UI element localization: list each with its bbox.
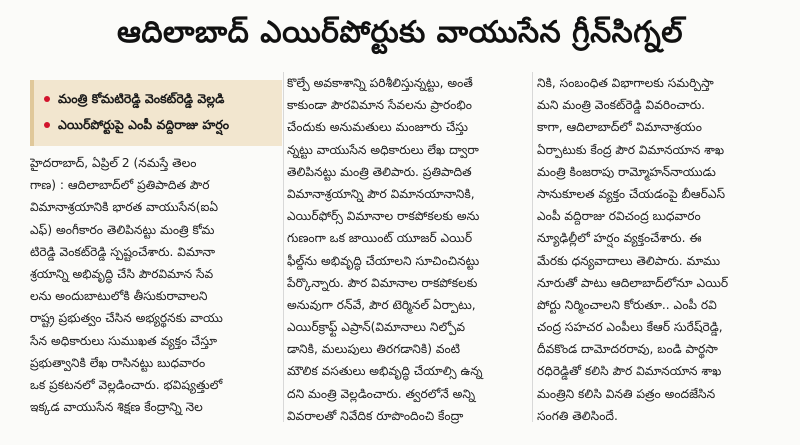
text-line: లను అందుబాటులోకి తీసుకురావాలని [30,289,208,304]
article-column-2 [287,72,527,440]
column-divider [283,72,284,422]
text-line: సంగతి తెలిసిందే. [537,408,618,423]
text-line: విమానాశ్రయానికి భారత వాయుసేన(ఐఏ [30,200,219,215]
text-line: కొల్పే అవకాశాన్ని పరిశీలిస్తున్నట్టు, అంతే [287,76,473,90]
text-line: మౌలిక వసతులు అభివృద్ధి చేయాల్సి ఉన్న [287,364,483,379]
text-line: మేరకు ధన్యవాదాలు తెలిపారు. మాము [537,253,721,268]
text-line: వివరాలతో నివేదిక రూపొందించి కేంద్రా [287,408,464,423]
bullet-icon [44,96,50,102]
article-column-3 [537,72,782,440]
text-line: రాష్ట్ర ప్రభుత్వం చేసిన అభ్యర్థనకు వాయు [30,311,223,326]
text-line: పోర్టు నిర్మించాలని కోరుతూ.. ఎంపీ రవి [537,297,717,312]
text-line: విమానాశ్రయాన్ని పౌర విమానయానానికి, [287,186,475,201]
text-line: ఒక ప్రకటనలో వెల్లడించారు. భవిష్యత్తులో [30,377,223,392]
text-line: మని మంత్రి వెంకట్‌రెడ్డి వివరించారు. [537,98,706,113]
column-divider [532,72,533,422]
highlight-item [44,86,276,112]
text-line: దని మంత్రి వెల్లడించారు. త్వరలోనే అన్ని [287,386,476,401]
text-line: ఏర్పాటుకు కేంద్ర పౌర విమానయాన శాఖ [537,142,725,157]
text-line: కాకుండా పౌరవిమాన సేవలను ప్రారంభిం [287,98,472,113]
highlights-box [30,80,282,146]
text-line: ఎఫ్) అంగీకారం తెలిపినట్టు మంత్రి కోమ [30,222,215,237]
text-line: హైదరాబాద్, ఏప్రిల్ 2 (నమస్తే తెలం [30,156,197,170]
text-line: మంత్రి కింజరాపు రామ్మోహన్‌నాయుడు [537,164,716,179]
highlight-text: మంత్రి కోమటిరెడ్డి వెంకట్‌రెడ్డి వెల్లడి [58,91,225,106]
highlight-text: ఎయిర్‌పోర్టుపై ఎంపీ వద్దిరాజు హర్షం [58,117,230,132]
text-line: ఎయిర్‌ఫోర్స్ విమానాల రాకపోకలకు అను [287,209,480,224]
text-line: చేందుకు అనుమతులు మంజూరు చేస్తు [287,120,469,135]
text-line: నూరుతో పాటు ఆదిలాబాద్‌లోనూ ఎయిర్ [537,275,729,290]
text-line: చంద్ర సహచర ఎంపీలు కేఆర్ సురేష్‌రెడ్డి, [537,320,723,335]
text-line: ఫీల్డ్‌ను అభివృద్ధి చేయాలని సూచించినట్టు [287,253,480,268]
article-column-1 [30,152,278,442]
text-line: అనువుగా రన్‌వే, పౌర టెర్మినల్ ఏర్పాటు, [287,297,476,312]
text-line: న్నట్టు వాయుసేన అధికారులు లేఖ ద్వారా [287,142,479,157]
text-line: మంత్రిని కలిసి వినతి పత్రం అందజేసిన [537,386,716,401]
text-line: నికి, సంబంధిత విభాగాలకు సమర్పిస్తా [537,76,714,90]
text-line: శ్రయాన్ని అభివృద్ధి చేసి పౌరవిమాన సేవ [30,266,214,281]
text-line: ప్రభుత్వానికి లేఖ రాసినట్టు బుధవారం [30,355,206,370]
text-line: కాగా, ఆదిలాబాద్‌లో విమానాశ్రయం [537,120,702,135]
text-line: దీవకొండ దామోదరరావు, బండి పార్థసా [537,342,718,357]
highlight-item [44,112,276,138]
text-line: పేర్కొన్నారు. పౌర విమానాల రాకపోకలకు [287,275,478,290]
text-line: డానికి, మలుపులు తిరగడానికి) వంటి [287,342,461,357]
text-line: న్యూఢిల్లీలో హర్షం వ్యక్తంచేశారు. ఈ [537,231,702,246]
text-line: సేన అధికారులు సుముఖత వ్యక్తం చేస్తూ [30,333,218,348]
text-line: గాణ) : ఆదిలాబాద్‌లో ప్రతిపాదిత పౌర [30,178,210,193]
text-line: టిరెడ్డి వెంకట్‌రెడ్డి స్పష్టంచేశారు. విమానా [30,244,216,259]
text-line: ఇక్కడ వాయుసేన శిక్షణ కేంద్రాన్ని నెల [30,400,203,415]
bullet-icon [44,122,50,128]
text-line: తెలిపినట్టు మంత్రి తెలిపారు. ప్రతిపాదిత [287,164,472,179]
text-line: ఎయిర్‌క్రాఫ్ట్ ఎప్రాన్(విమానాలు నిల్పోవ [287,320,466,335]
text-line: గుణంగా ఒక జాయింట్ యూజర్ ఎయిర్ [287,231,473,246]
headline: ఆదిలాబాద్ ఎయిర్‌పోర్టుకు వాయుసేన గ్రీన్‌సిగ్నల్ [116,15,684,50]
text-line: రధిరెడ్డితో కలిసి పౌర విమానయాన శాఖ [537,364,722,379]
text-line: ఎంపీ వద్దిరాజు రవిచంద్ర బుధవారం [537,209,701,224]
text-line: సానుకూలత వ్యక్తం చేయడంపై బీఆర్‌ఎస్ [537,186,726,201]
